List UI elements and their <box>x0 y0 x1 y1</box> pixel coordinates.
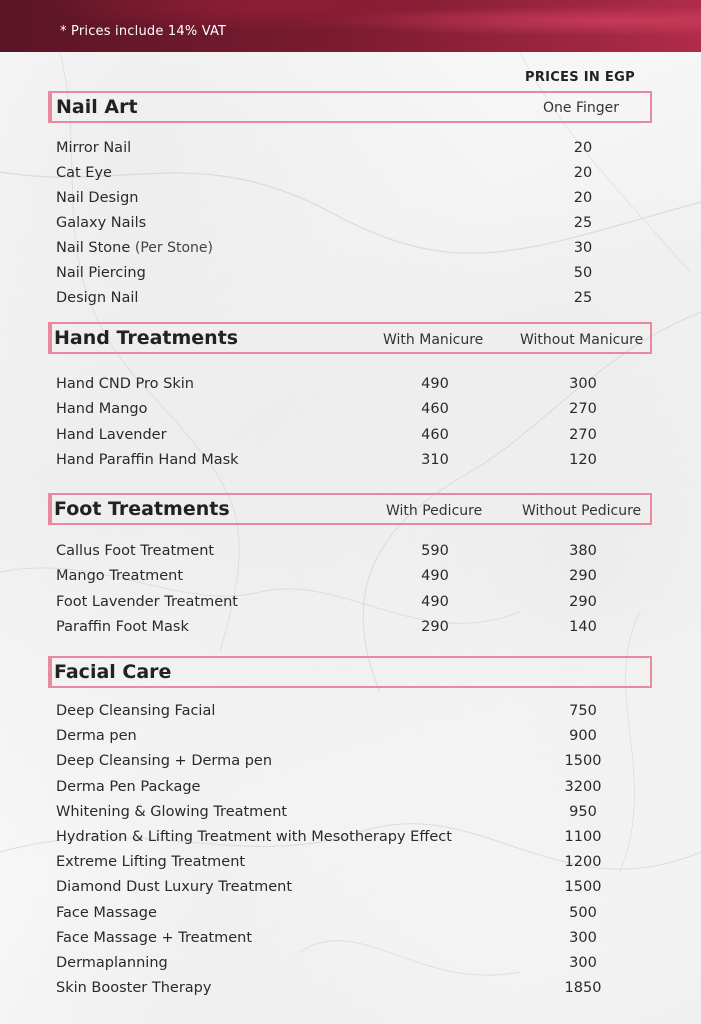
item-price-with: 490 <box>421 568 449 585</box>
item-price-without: 300 <box>569 376 597 392</box>
list-item-name: Skin Booster Therapy <box>56 980 212 997</box>
list-item-name <box>56 140 131 156</box>
column-header-with-manicure: With Manicure <box>383 332 484 348</box>
item-label: Nail Stone <box>56 240 131 256</box>
item-price-without: 270 <box>569 426 597 443</box>
item-label: Design Nail <box>56 290 139 306</box>
item-price: 50 <box>573 265 593 281</box>
item-price: 300 <box>569 929 597 946</box>
vat-note: * Prices include 14% VAT <box>60 24 227 39</box>
item-price-with: 460 <box>421 401 449 418</box>
list-item-name: Whitening & Glowing Treatment <box>56 803 288 820</box>
item-price: 1200 <box>564 854 602 871</box>
column-header-without-pedicure: Without Pedicure <box>522 503 642 519</box>
column-header-without-manicure: Without Manicure <box>520 332 644 348</box>
item-price: 1500 <box>564 753 602 770</box>
item-price-without: 290 <box>569 593 597 610</box>
section-title-nail-art: Nail Art <box>56 96 138 118</box>
list-item-name: Deep Cleansing Facial <box>56 703 216 719</box>
top-banner <box>0 0 701 52</box>
item-price: 20 <box>573 140 593 156</box>
item-price-without: 140 <box>569 618 597 635</box>
list-item-name: Hydration & Lifting Treatment with Mesotherapy Effect <box>56 829 452 845</box>
item-price: 1850 <box>564 980 602 997</box>
list-item-name <box>56 290 138 306</box>
list-item-name: Callus Foot Treatment <box>56 543 215 559</box>
list-item-name: Hand Lavender <box>56 426 167 443</box>
item-price: 300 <box>569 955 597 971</box>
list-item-name <box>56 165 112 181</box>
list-item-name: Extreme Lifting Treatment <box>56 854 246 871</box>
column-header-one-finger: One Finger <box>543 100 620 116</box>
list-item-name: Hand CND Pro Skin <box>56 376 194 392</box>
item-price: 30 <box>573 240 593 256</box>
item-price-with: 290 <box>421 618 449 635</box>
item-price: 20 <box>573 165 593 181</box>
item-price-with: 490 <box>421 593 449 610</box>
item-price-without: 270 <box>569 401 597 418</box>
list-item-name <box>56 215 146 231</box>
list-item-name <box>56 190 138 206</box>
item-price-without: 120 <box>569 451 597 468</box>
item-note: (Per Stone) <box>134 240 214 256</box>
list-item-name: Paraffin Foot Mask <box>56 618 189 635</box>
list-item-name: Mango Treatment <box>56 568 184 585</box>
item-price: 25 <box>573 290 593 306</box>
item-label: Galaxy Nails <box>56 215 147 231</box>
list-item-name: Deep Cleansing + Derma pen <box>56 753 273 770</box>
item-price: 1100 <box>564 829 602 845</box>
list-item-name: Foot Lavender Treatment <box>56 593 238 610</box>
item-price: 500 <box>569 904 597 921</box>
item-price-with: 460 <box>421 426 449 443</box>
item-label: Mirror Nail <box>56 140 132 156</box>
list-item-name: Hand Mango <box>56 401 148 418</box>
list-item-name <box>56 240 213 256</box>
section-title-hand-treatments: Hand Treatments <box>54 327 239 349</box>
item-price-with: 310 <box>421 451 449 468</box>
item-price-without: 290 <box>569 568 597 585</box>
item-price: 750 <box>569 703 597 719</box>
item-price: 900 <box>569 728 597 745</box>
list-item-name: Hand Paraffin Hand Mask <box>56 451 239 468</box>
item-label: Cat Eye <box>56 165 112 181</box>
item-label: Nail Piercing <box>56 265 146 281</box>
list-item-name: Face Massage <box>56 904 157 921</box>
item-price-with: 490 <box>421 376 449 392</box>
list-item-name: Dermaplanning <box>56 955 168 971</box>
prices-currency-label: PRICES IN EGP <box>525 70 635 85</box>
list-item-name <box>56 265 146 281</box>
list-item-name: Face Massage + Treatment <box>56 929 253 946</box>
item-price: 1500 <box>564 879 602 896</box>
list-item-name: Diamond Dust Luxury Treatment <box>56 879 293 896</box>
list-item-name: Derma Pen Package <box>56 778 201 795</box>
item-price: 25 <box>573 215 593 231</box>
list-item-name: Derma pen <box>56 728 137 745</box>
item-label: Nail Design <box>56 190 139 206</box>
item-price: 20 <box>573 190 593 206</box>
section-title-foot-treatments: Foot Treatments <box>54 498 230 520</box>
item-price: 950 <box>569 803 597 820</box>
item-price-without: 380 <box>569 543 597 559</box>
section-title-facial-care: Facial Care <box>54 661 172 683</box>
item-price-with: 590 <box>421 543 449 559</box>
item-price: 3200 <box>564 778 602 795</box>
column-header-with-pedicure: With Pedicure <box>386 503 483 519</box>
